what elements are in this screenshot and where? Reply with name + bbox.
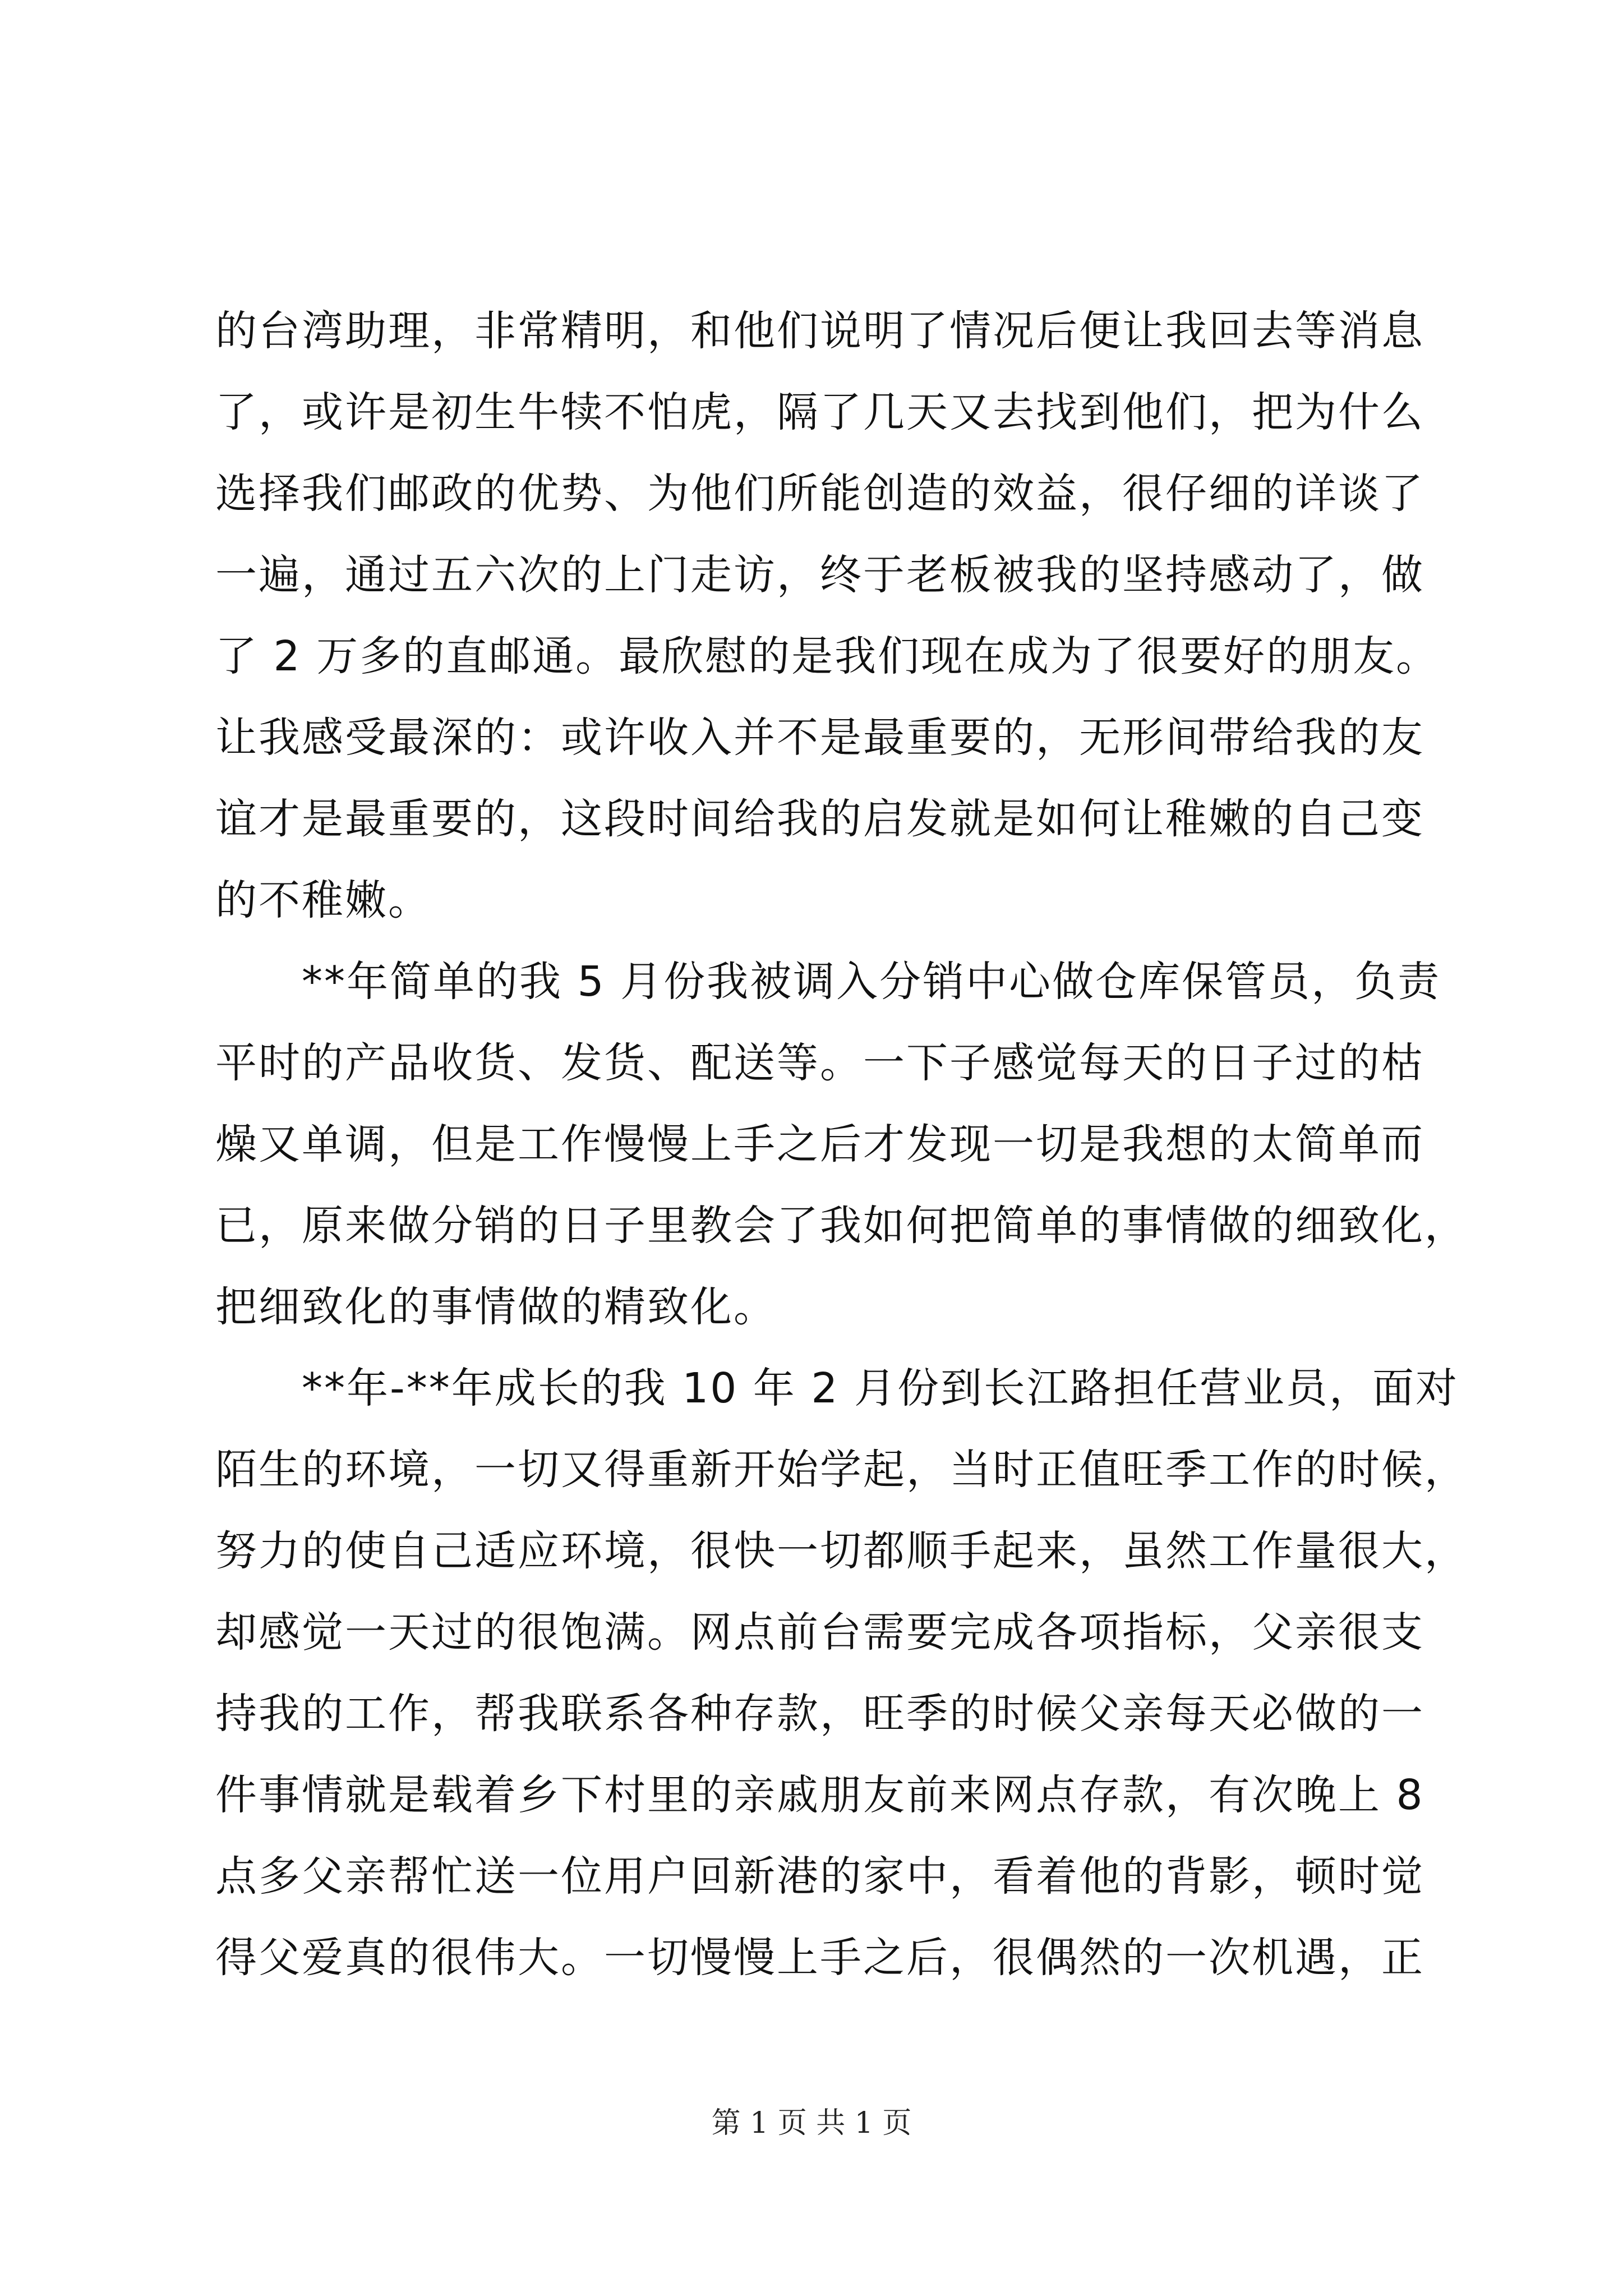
text-line: 燥又单调，但是工作慢慢上手之后才发现一切是我想的太简单而 [215, 1120, 1424, 1168]
text-line: 把细致化的事情做的精致化。 [215, 1283, 777, 1331]
text-line: 得父爱真的很伟大。一切慢慢上手之后，很偶然的一次机遇，正 [215, 1934, 1424, 1982]
text-line: **年-**年成长的我 10 年 2 月份到长江路担任营业员，面对 [215, 1364, 1459, 1412]
text-line: 选择我们邮政的优势、为他们所能创造的效益，很仔细的详谈了 [215, 470, 1424, 518]
text-line: 却感觉一天过的很饱满。网点前台需要完成各项指标，父亲很支 [215, 1608, 1424, 1657]
text-line: 让我感受最深的：或许收入并不是最重要的，无形间带给我的友 [215, 714, 1424, 762]
text-line: 努力的使自己适应环境，很快一切都顺手起来，虽然工作量很大， [215, 1527, 1468, 1575]
text-line: 谊才是最重要的，这段时间给我的启发就是如何让稚嫩的自己变 [215, 795, 1424, 843]
text-line: 一遍，通过五六次的上门走访，终于老板被我的坚持感动了，做 [215, 551, 1424, 599]
text-line: 持我的工作，帮我联系各种存款，旺季的时候父亲每天必做的一 [215, 1690, 1424, 1738]
text-line: 已，原来做分销的日子里教会了我如何把简单的事情做的细致化， [215, 1202, 1468, 1250]
text-line: 陌生的环境，一切又得重新开始学起，当时正值旺季工作的时候， [215, 1446, 1468, 1494]
text-line: 了，或许是初生牛犊不怕虎，隔了几天又去找到他们，把为什么 [215, 388, 1424, 436]
text-line: 平时的产品收货、发货、配送等。一下子感觉每天的日子过的枯 [215, 1039, 1424, 1087]
text-line: 的不稚嫩。 [215, 876, 431, 924]
text-line: **年简单的我 5 月份我被调入分销中心做仓库保管员，负责 [215, 958, 1441, 1006]
text-line: 了 2 万多的直邮通。最欣慰的是我们现在成为了很要好的朋友。 [215, 632, 1440, 680]
text-line: 点多父亲帮忙送一位用户回新港的家中，看着他的背影，顿时觉 [215, 1852, 1424, 1901]
text-line: 的台湾助理，非常精明，和他们说明了情况后便让我回去等消息 [215, 307, 1424, 355]
page-footer: 第 1 页 共 1 页 [711, 2106, 912, 2140]
text-line: 件事情就是载着乡下村里的亲戚朋友前来网点存款，有次晚上 8 [215, 1771, 1424, 1819]
